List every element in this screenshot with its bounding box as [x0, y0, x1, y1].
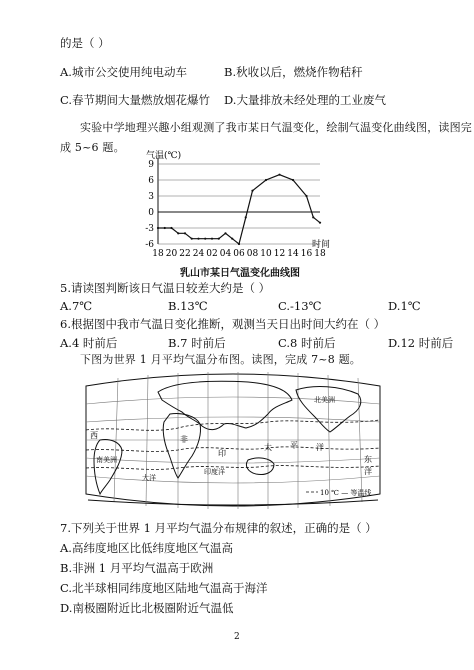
map-label-dong: 东	[364, 455, 372, 464]
data-point	[238, 243, 240, 245]
q7-stem: 7.下列关于世界 1 月平均气温分布规律的叙述，正确的是（ ）	[60, 521, 377, 535]
data-point	[245, 216, 247, 218]
q5-option-a[interactable]: A.7℃	[60, 299, 93, 313]
chart-title: 乳山市某日气温变化曲线图	[180, 268, 300, 279]
q6-option-a[interactable]: A.4 时前后	[60, 336, 118, 350]
x-tick-label: 18	[152, 249, 164, 259]
temperature-chart	[120, 148, 350, 280]
map-label-yang2: 洋	[364, 467, 372, 476]
data-point	[251, 190, 253, 192]
data-point	[164, 227, 166, 229]
data-point	[312, 216, 314, 218]
intro-5-6-line2: 成 5~6 题。	[60, 141, 125, 154]
q4-stem-tail: 的是（ ）	[60, 36, 110, 50]
x-tick-label: 16	[300, 249, 313, 259]
x-tick-label: 22	[179, 249, 191, 259]
data-point	[211, 238, 213, 240]
data-point	[157, 227, 159, 229]
data-point	[305, 195, 307, 197]
y-tick-label: 3	[148, 192, 154, 202]
map-label-tai: 太	[264, 443, 272, 452]
data-point	[278, 174, 280, 176]
map-label-yang1: 洋	[316, 443, 324, 452]
x-tick-label: 14	[287, 249, 299, 259]
intro-7-8: 下图为世界 1 月平均气温分布图。读图，完成 7~8 题。	[80, 353, 361, 366]
q6-option-d[interactable]: D.12 时前后	[388, 336, 454, 350]
data-point	[292, 179, 294, 181]
temperature-curve	[158, 175, 320, 244]
x-tick-label: 04	[219, 249, 232, 259]
y-tick-label: -6	[145, 240, 154, 250]
map-label-yindu: 印	[218, 449, 226, 458]
data-point	[170, 227, 172, 229]
q6-option-b[interactable]: B.7 时前后	[168, 336, 226, 350]
chart-x-ticks	[152, 249, 326, 259]
q5-option-b[interactable]: B.13℃	[168, 299, 208, 313]
data-point	[197, 238, 199, 240]
intro-5-6-line1: 实验中学地理兴趣小组观测了我市某日气温变化，绘制气温变化曲线图，读图完	[80, 121, 472, 134]
chart-y-ticks	[145, 160, 154, 250]
q7-option-d[interactable]: D.南极圈附近比北极圈附近气温低	[60, 601, 234, 615]
y-tick-label: 6	[148, 176, 154, 186]
q4-option-b[interactable]: B.秋收以后，燃烧作物秸秆	[224, 65, 363, 79]
chart-ylabel: 气温(℃)	[146, 151, 182, 161]
data-point	[218, 238, 220, 240]
data-point	[224, 232, 226, 234]
data-point	[191, 238, 193, 240]
q4-option-d[interactable]: D.大量排放未经处理的工业废气	[224, 93, 386, 107]
y-tick-label: -3	[145, 224, 154, 234]
map-label-yindu-ocean: 印度洋	[204, 468, 225, 476]
x-tick-label: 12	[273, 249, 286, 259]
data-point	[177, 232, 179, 234]
map-label-ping: 平	[290, 441, 298, 450]
world-map	[78, 368, 388, 512]
q4-option-a[interactable]: A.城市公交使用纯电动车	[60, 65, 187, 79]
x-tick-label: 08	[246, 249, 259, 259]
q7-option-b[interactable]: B.非洲 1 月平均气温高于欧洲	[60, 561, 214, 575]
q5-option-d[interactable]: D.1℃	[388, 299, 421, 313]
x-tick-label: 02	[206, 249, 218, 259]
map-label-xi: 西	[90, 431, 98, 440]
data-point	[231, 238, 233, 240]
q5-stem: 5.请读图判断该日气温日较差大约是（ ）	[60, 281, 271, 295]
chart-grid	[158, 158, 320, 244]
data-point	[265, 179, 267, 181]
data-point	[184, 232, 186, 234]
x-tick-label: 18	[314, 249, 326, 259]
y-tick-label: 0	[148, 208, 154, 218]
page-number: 2	[234, 632, 240, 642]
map-label-beimei: 北美洲	[314, 396, 335, 404]
x-tick-label: 06	[233, 249, 245, 259]
q6-option-c[interactable]: C.8 时前后	[278, 336, 336, 350]
q5-option-c[interactable]: C.-13℃	[278, 299, 322, 313]
map-label-nanmei: 南美洲	[96, 456, 117, 464]
x-tick-label: 24	[192, 249, 205, 259]
data-point	[204, 238, 206, 240]
q7-option-a[interactable]: A.高纬度地区比低纬度地区气温高	[60, 541, 233, 555]
x-tick-label: 10	[260, 249, 272, 259]
q6-stem: 6.根据图中我市气温日变化推断，观测当天日出时间大约在（ ）	[60, 317, 386, 331]
chart-xlabel: 时间	[312, 240, 331, 250]
map-label-dayang: 大洋	[142, 474, 156, 482]
data-point	[319, 222, 321, 224]
isotherm-legend-text: 10 ℃ — 等温线	[320, 489, 372, 497]
y-tick-label: 9	[148, 160, 154, 170]
x-tick-label: 20	[165, 249, 178, 259]
map-label-feizhou: 非	[180, 435, 188, 444]
q7-option-c[interactable]: C.北半球相同纬度地区陆地气温高于海洋	[60, 581, 268, 595]
q4-option-c[interactable]: C.春节期间大量燃放烟花爆竹	[60, 93, 211, 107]
